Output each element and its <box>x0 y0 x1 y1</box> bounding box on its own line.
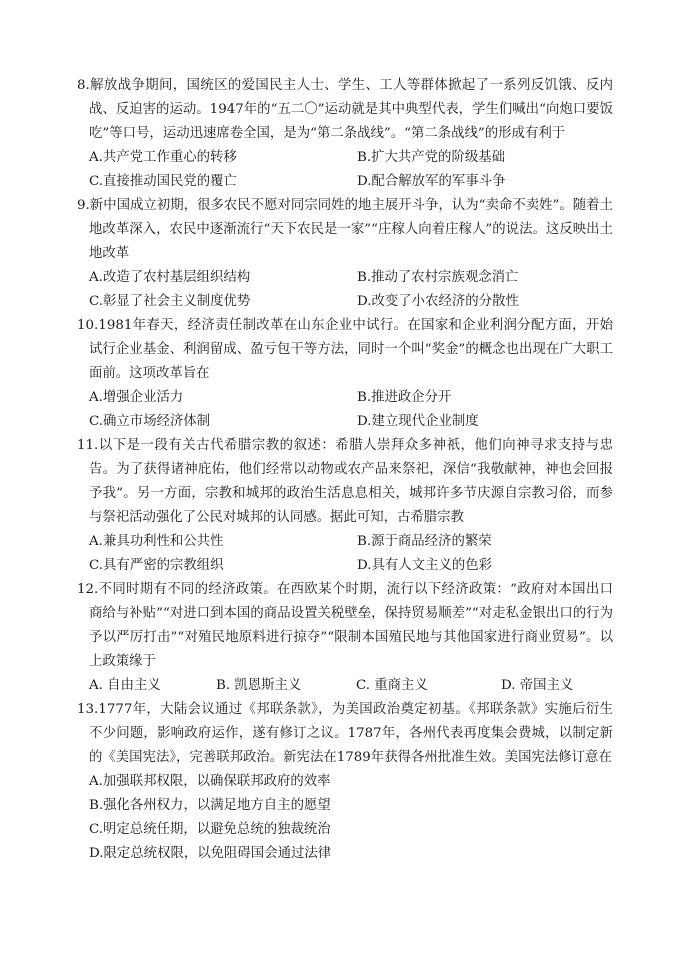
question-8 <box>77 74 613 194</box>
question-stem <box>77 698 613 770</box>
question-13 <box>77 698 613 866</box>
options-list <box>77 674 613 698</box>
option-d[interactable]: D.建立现代企业制度 <box>357 414 479 429</box>
question-text: 不同时期有不同的经济政策。在西欧某个时期，流行以下经济政策：“政府对本国出口商给与补贴”“对进口到本国的商品设置关税壁垒，保持贸易顺差”“对走私金银出口的行为予以严厉打击”“对殖民地原料进行掠夺”“限制本国殖民地与其他国家进行商业贸易”。以上政策缘于 <box>89 582 613 669</box>
option-a[interactable]: A.改造了农村基层组织结构 <box>89 270 251 285</box>
options-list <box>77 530 613 578</box>
options-list <box>77 770 613 866</box>
question-text: 以下是一段有关古代希腊宗教的叙述：希腊人崇拜众多神祇，他们向神寻求支持与忠告。为了获得诸神庇佑，他们经常以动物或农产品来祭祀，深信“我敬献神，神也会回报予我”。另一方面，宗教和城邦的政治生活息息相关，城邦许多节庆源自宗教习俗，而参与祭祀活动强化了公民对城邦的认同感。据此可知，古希腊宗教 <box>89 438 613 525</box>
question-number: 11. <box>77 438 99 453</box>
option-a[interactable]: A.增强企业活力 <box>89 390 184 405</box>
option-a[interactable]: A.共产党工作重心的转移 <box>89 150 237 165</box>
question-stem <box>77 314 613 386</box>
option-b[interactable]: B. 凯恩斯主义 <box>216 678 302 693</box>
option-a[interactable]: A. 自由主义 <box>89 678 161 693</box>
option-d[interactable]: D.改变了小农经济的分散性 <box>357 294 519 309</box>
question-stem <box>77 194 613 266</box>
option-d[interactable]: D. 帝国主义 <box>501 678 574 693</box>
option-c[interactable]: C.具有严密的宗教组织 <box>89 558 224 573</box>
question-stem <box>77 578 613 674</box>
question-number: 13. <box>77 702 99 717</box>
option-c[interactable]: C.确立市场经济体制 <box>89 414 211 429</box>
option-b[interactable]: B.扩大共产党的阶级基础 <box>357 150 506 165</box>
question-11 <box>77 434 613 578</box>
question-stem <box>77 434 613 530</box>
option-a[interactable]: A.加强联邦权限，以确保联邦政府的效率 <box>89 774 331 789</box>
question-text: 新中国成立初期，很多农民不愿对同宗同姓的地主展开斗争，认为“卖命不卖姓”。随着土地改革深入，农民中逐渐流行“天下农民是一家”“庄稼人向着庄稼人”的说法。这反映出土地改革 <box>89 198 613 261</box>
option-c[interactable]: C.明定总统任期，以避免总统的独裁统治 <box>89 822 331 837</box>
question-text: 1777年，大陆会议通过《邦联条款》，为美国政治奠定初基。《邦联条款》实施后衍生不少问题，影响政府运作，遂有修订之议。1787年，各州代表再度集会费城，以制定新的《美国宪法》，完善联邦政治。新宪法在1789年获得各州批准生效。美国宪法修订意在 <box>89 702 613 765</box>
question-9 <box>77 194 613 314</box>
option-b[interactable]: B.推动了农村宗族观念消亡 <box>357 270 519 285</box>
question-number: 10. <box>77 318 99 333</box>
options-list <box>77 146 613 194</box>
question-12 <box>77 578 613 698</box>
option-d[interactable]: D.具有人文主义的色彩 <box>357 558 493 573</box>
option-d[interactable]: D.限定总统权限，以免阻碍国会通过法律 <box>89 846 332 861</box>
question-stem <box>77 74 613 146</box>
question-text: 解放战争期间，国统区的爱国民主人士、学生、工人等群体掀起了一系列反饥饿、反内战、反迫害的运动。1947年的“五二〇”运动就是其中典型代表，学生们喊出“向炮口要饭吃”等口号，运动迅速席卷全国，是为“第二条战线”。“第二条战线”的形成有利于 <box>89 78 613 141</box>
option-b[interactable]: B.源于商品经济的繁荣 <box>357 534 492 549</box>
exam-page <box>77 74 613 866</box>
option-d[interactable]: D.配合解放军的军事斗争 <box>357 174 506 189</box>
options-list <box>77 266 613 314</box>
option-b[interactable]: B.推进政企分开 <box>357 390 452 405</box>
question-number: 8. <box>77 78 90 93</box>
question-10 <box>77 314 613 434</box>
option-b[interactable]: B.强化各州权力，以满足地方自主的愿望 <box>89 798 331 813</box>
option-c[interactable]: C.彰显了社会主义制度优势 <box>89 294 251 309</box>
question-text: 1981年春天，经济责任制改革在山东企业中试行。在国家和企业利润分配方面，开始试行企业基金、利润留成、盈亏包干等方法，同时一个叫“奖金”的概念也出现在广大职工面前。这项改革旨在 <box>89 318 613 381</box>
question-number: 12. <box>77 582 99 597</box>
options-list <box>77 386 613 434</box>
option-c[interactable]: C.直接推动国民党的覆亡 <box>89 174 237 189</box>
option-a[interactable]: A.兼具功利性和公共性 <box>89 534 224 549</box>
option-c[interactable]: C. 重商主义 <box>356 678 428 693</box>
question-number: 9. <box>77 198 90 213</box>
